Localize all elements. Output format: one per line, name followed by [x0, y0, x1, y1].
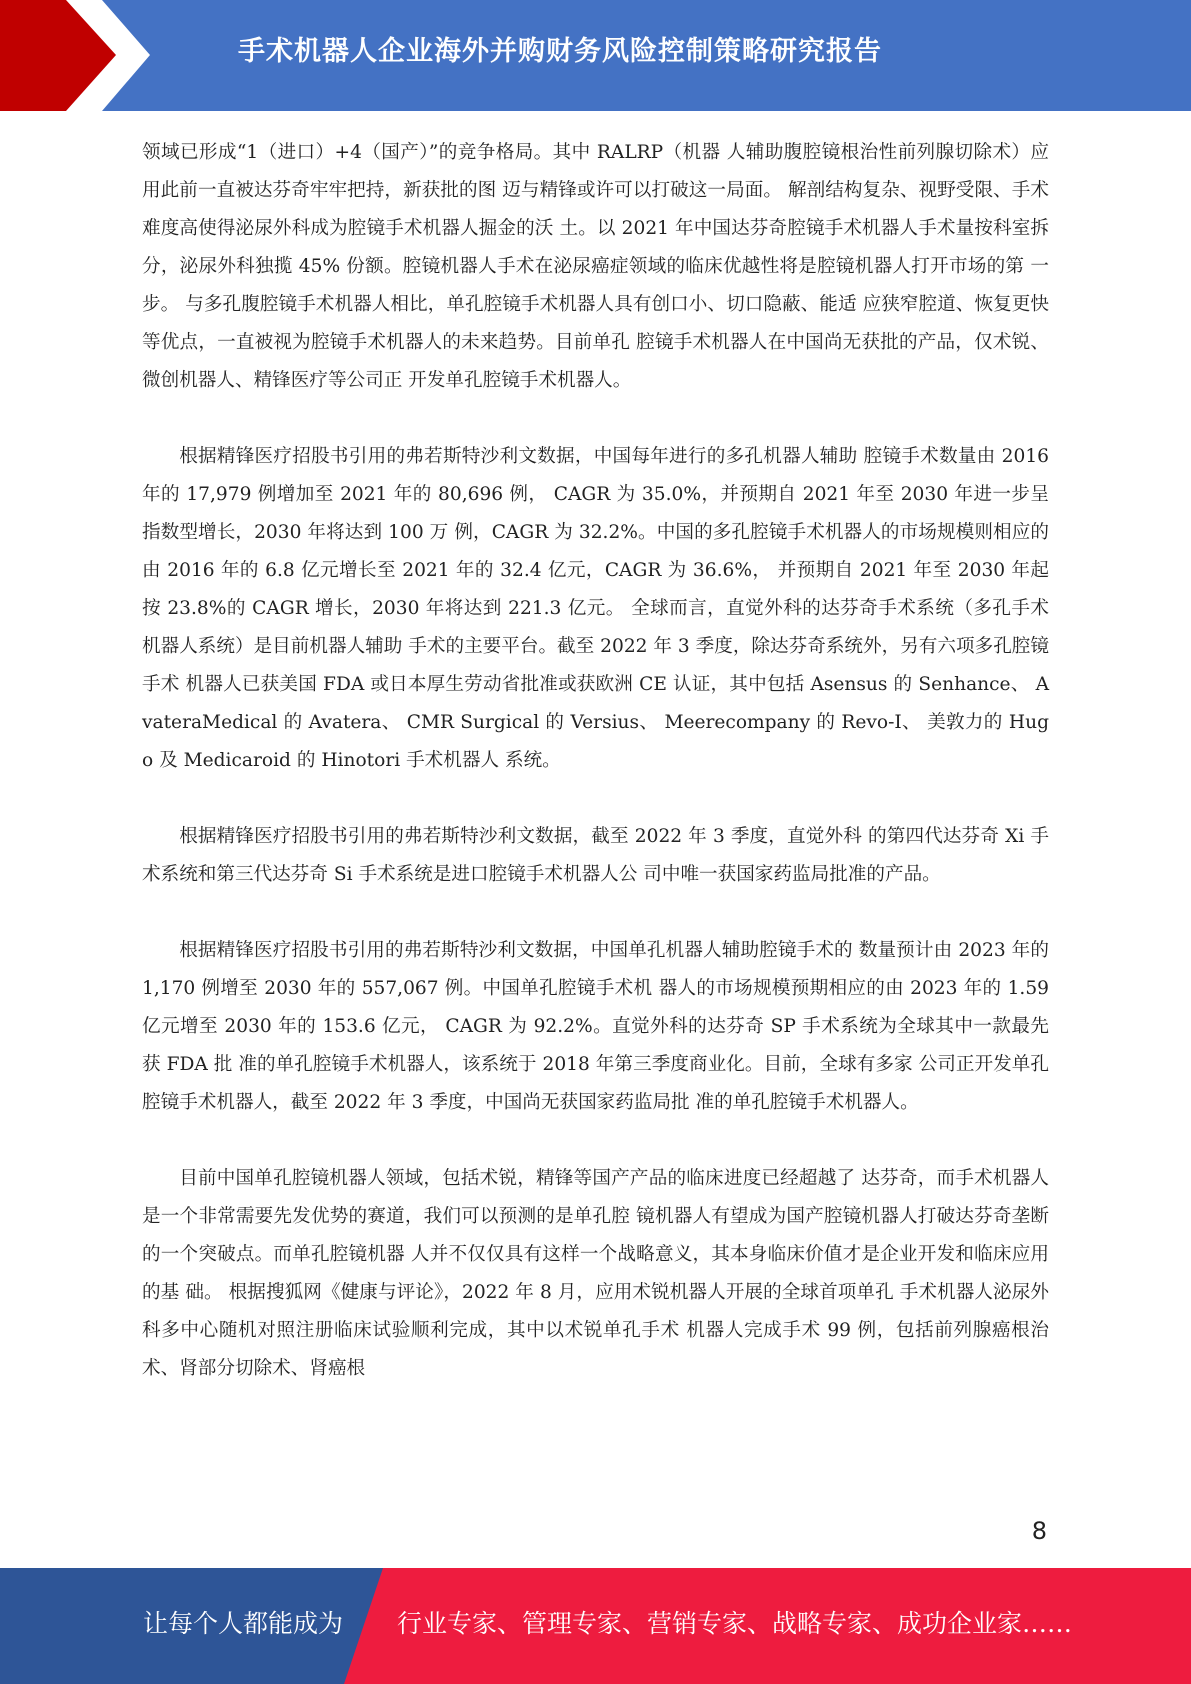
paragraph-5: 目前中国单孔腔镜机器人领域，包括术锐，精锋等国产产品的临床进度已经超越了 达芬奇，而手术机器人是一个非常需要先发优势的赛道，我们可以预测的是单孔腔 镜机器人有望成为国产腔镜机器人打破达芬奇垄断的一个突破点。而单孔腔镜机器 人并不仅仅具有这样一个战略意义，其本身临床价值才是企业开发和临床应用的基 础。 根据搜狐网《健康与评论》，2022 年 8 月，应用术锐机器人开展的全球首项单孔 手术机器人泌尿外科多中心随机对照注册临床试验顺利完成，其中以术锐单孔手术 机器人完成手术 99 例，包括前列腺癌根治术、肾部分切除术、肾癌根	[142, 1168, 1049, 1379]
footer-banner	[0, 1568, 1191, 1684]
page-number: 8	[1031, 1517, 1047, 1545]
footer-slogan-right: 行业专家、管理专家、营销专家、战略专家、成功企业家……	[397, 1609, 1073, 1638]
paragraph-4: 根据精锋医疗招股书引用的弗若斯特沙利文数据，中国单孔机器人辅助腔镜手术的 数量预计由 2023 年的 1,170 例增至 2030 年的 557,067 例。中国单孔腔镜手术机 器人的市场规模预期相应的由 2023 年的 1.59 亿元增至 2030 年的 153.6 亿元， CAGR 为 92.2%。直觉外科的达芬奇 SP 手术系统为全球其中一款最先获 FDA 批 准的单孔腔镜手术机器人，该系统于 2018 年第三季度商业化。目前，全球有多家 公司正开发单孔腔镜手术机器人，截至 2022 年 3 季度，中国尚无获国家药监局批 准的单孔腔镜手术机器人。	[142, 940, 1049, 1113]
header-banner	[0, 0, 1191, 111]
document-body	[142, 134, 1049, 1426]
footer-slogan-left: 让每个人都能成为	[143, 1609, 344, 1638]
paragraph-2: 根据精锋医疗招股书引用的弗若斯特沙利文数据，中国每年进行的多孔机器人辅助 腔镜手术数量由 2016 年的 17,979 例增加至 2021 年的 80,696 例， CAGR 为 35.0%，并预期自 2021 年至 2030 年进一步呈指数型增长，2030 年将达到 100 万 例，CAGR 为 32.2%。中国的多孔腔镜手术机器人的市场规模则相应的由 2016 年的 6.8 亿元增长至 2021 年的 32.4 亿元，CAGR 为 36.6%， 并预期自 2021 年至 2030 年起按 23.8%的 CAGR 增长，2030 年将达到 221.3 亿元。 全球而言，直觉外科的达芬奇手术系统（多孔手术机器人系统）是目前机器人辅助 手术的主要平台。截至 2022 年 3 季度，除达芬奇系统外，另有六项多孔腔镜手术 机器人已获美国 FDA 或日本厚生劳动省批准或获欧洲 CE 认证，其中包括 Asensus 的 Senhance、 AvateraMedical 的 Avatera、 CMR Surgical 的 Versius、 Meerecompany 的 Revo-I、 美敦力的 Hugo 及 Medicaroid 的 Hinotori 手术机器人 系统。	[142, 446, 1049, 771]
document-title: 手术机器人企业海外并购财务风险控制策略研究报告	[238, 36, 882, 67]
paragraph-3: 根据精锋医疗招股书引用的弗若斯特沙利文数据，截至 2022 年 3 季度，直觉外科 的第四代达芬奇 Xi 手术系统和第三代达芬奇 Si 手术系统是进口腔镜手术机器人公 司中唯一获国家药监局批准的产品。	[142, 826, 1049, 885]
paragraph-1: 领域已形成“1（进口）+4（国产）”的竞争格局。其中 RALRP（机器 人辅助腹腔镜根治性前列腺切除术）应用此前一直被达芬奇牢牢把持，新获批的图 迈与精锋或许可以打破这一局面。 解剖结构复杂、视野受限、手术难度高使得泌尿外科成为腔镜手术机器人掘金的沃 土。以 2021 年中国达芬奇腔镜手术机器人手术量按科室拆分，泌尿外科独揽 45% 份额。腔镜机器人手术在泌尿癌症领域的临床优越性将是腔镜机器人打开市场的第 一步。 与多孔腹腔镜手术机器人相比，单孔腔镜手术机器人具有创口小、切口隐蔽、能适 应狭窄腔道、恢复更快等优点，一直被视为腔镜手术机器人的未来趋势。目前单孔 腔镜手术机器人在中国尚无获批的产品，仅术锐、微创机器人、精锋医疗等公司正 开发单孔腔镜手术机器人。	[142, 142, 1049, 391]
